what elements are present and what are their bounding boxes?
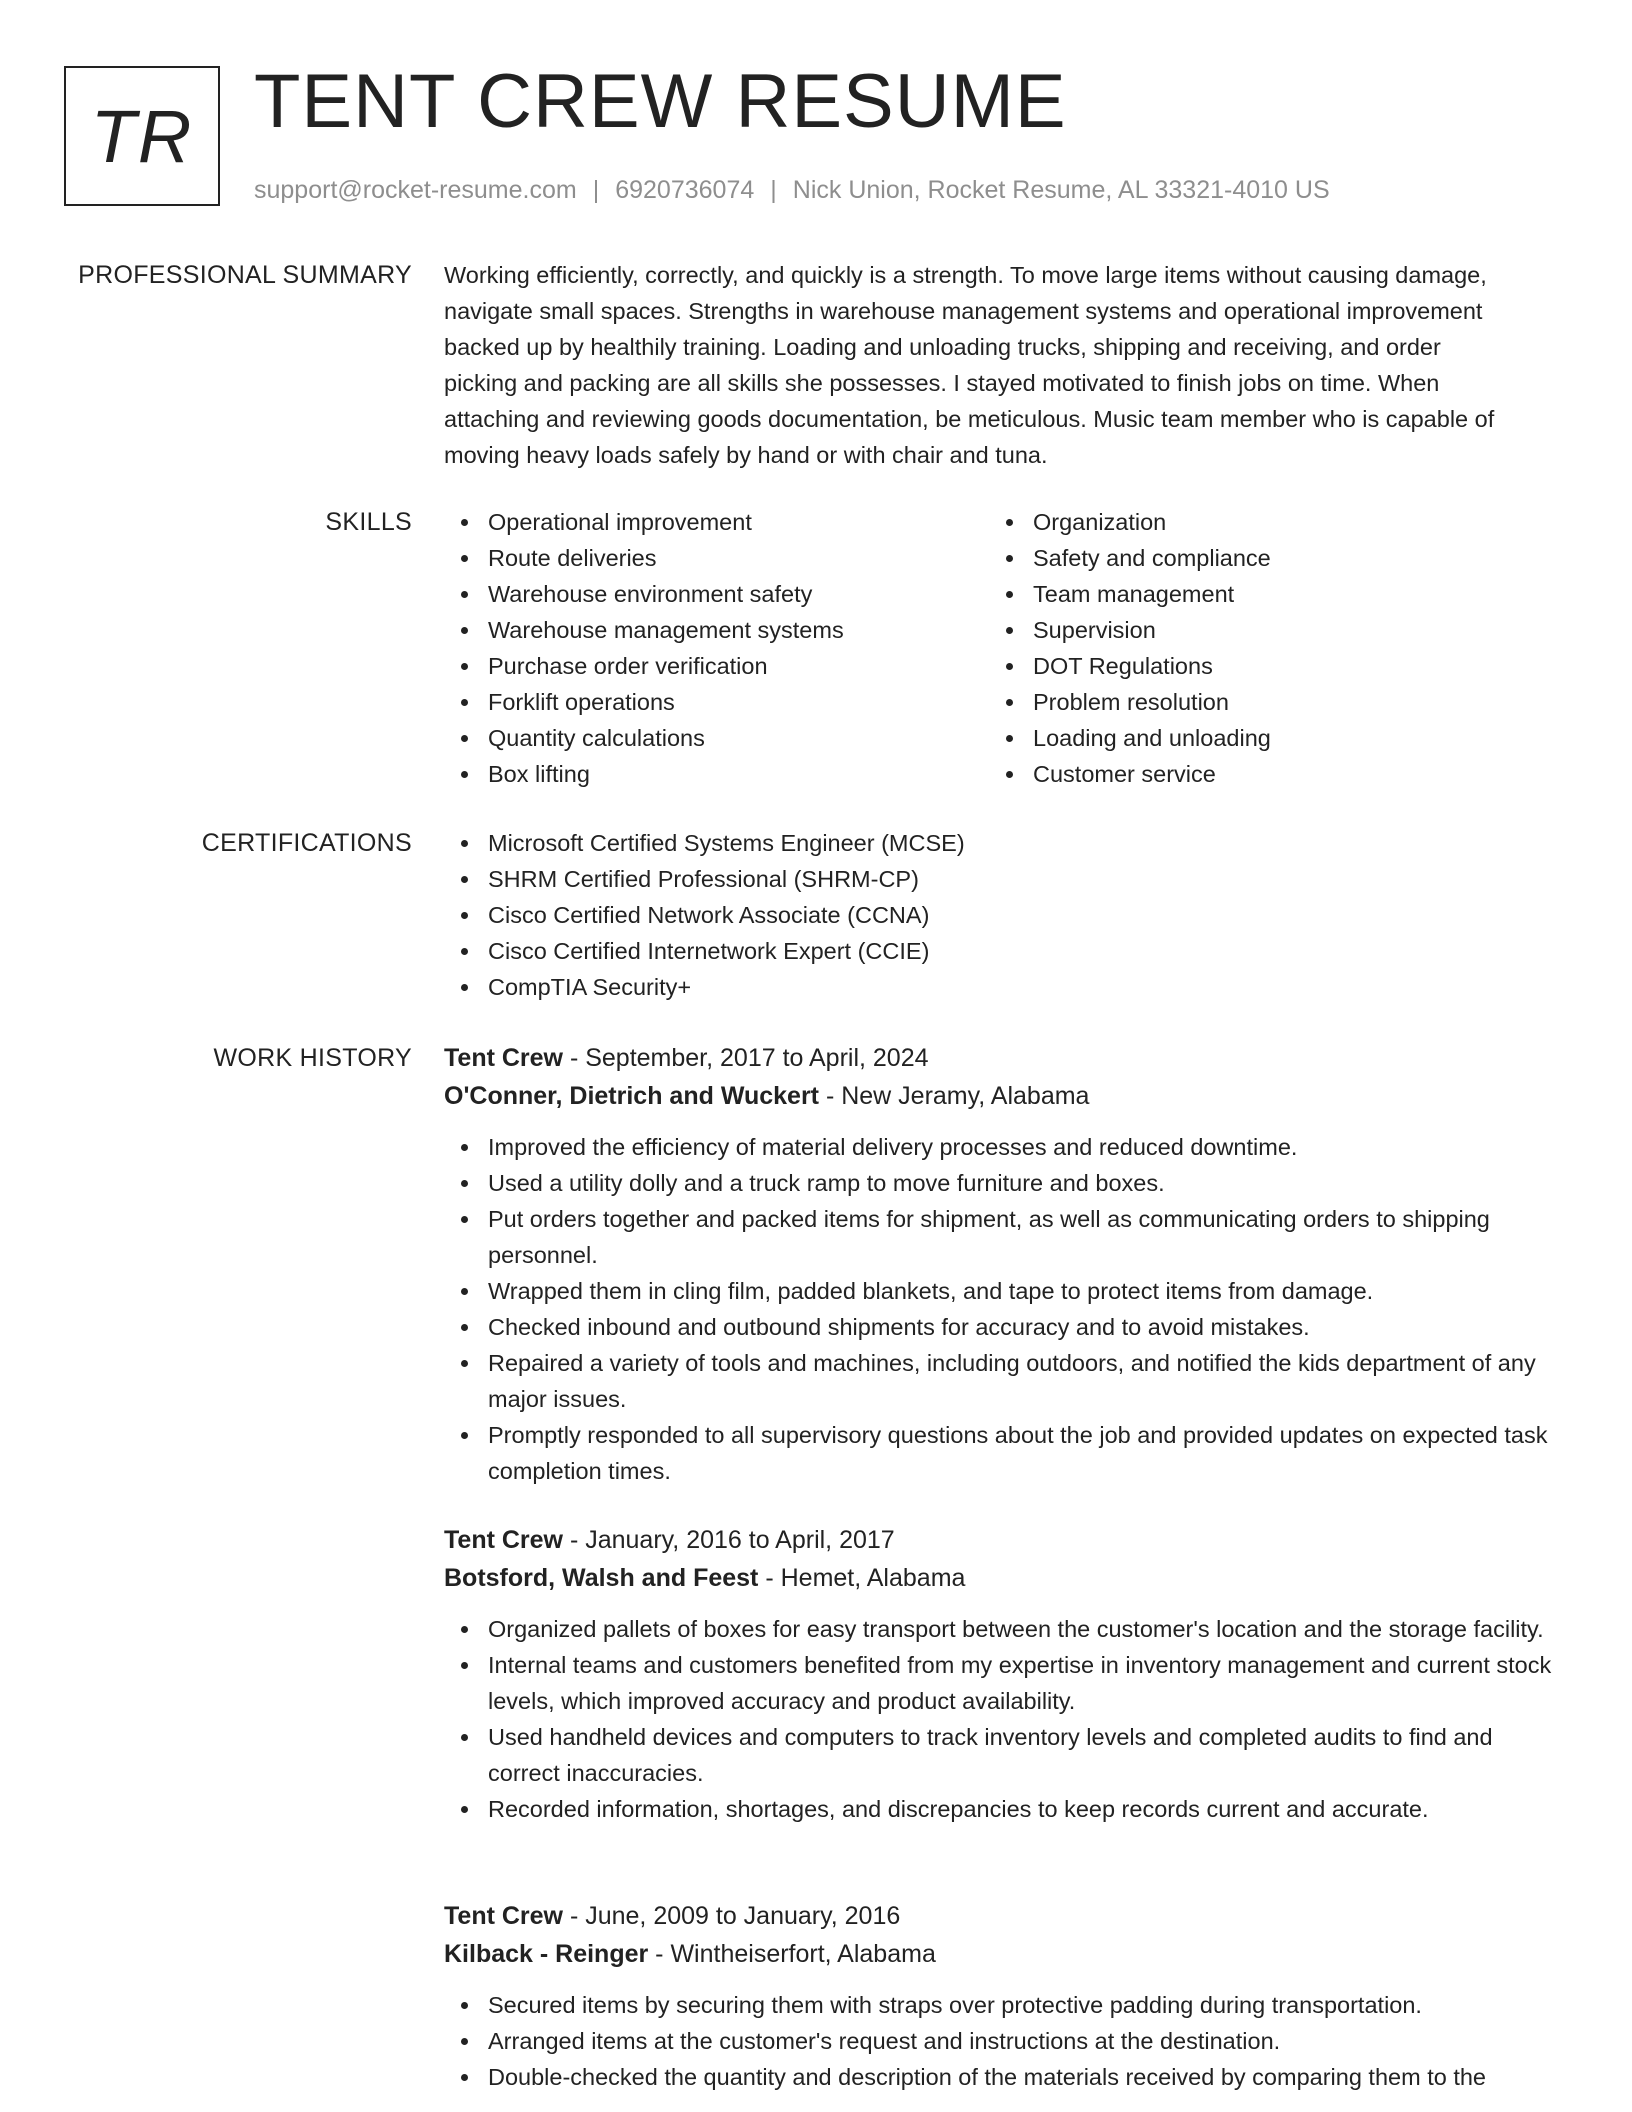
job-bullets <box>444 1611 1560 1827</box>
work-history-heading: WORK HISTORY <box>213 1044 412 1072</box>
skills-columns <box>444 504 1560 804</box>
job-title: Tent Crew <box>444 1902 563 1930</box>
summary-line: backed up by healthily training. Loading and unloading trucks, shipping and receiving, and order <box>444 334 1441 360</box>
certification-item: CompTIA Security+ <box>488 969 1560 1005</box>
skill-item: Operational improvement <box>488 504 984 540</box>
job-entry <box>444 1039 1560 1489</box>
summary-line: moving heavy loads safely by hand or with chair and tuna. <box>444 442 1048 468</box>
job-company: O'Conner, Dietrich and Wuckert <box>444 1082 819 1110</box>
job-location: - Wintheiserfort, Alabama <box>648 1940 936 1968</box>
skill-item: Warehouse environment safety <box>488 576 984 612</box>
summary-line: picking and packing are all skills she possesses. I stayed motivated to finish jobs on time. When <box>444 370 1440 396</box>
certifications-heading: CERTIFICATIONS <box>201 829 412 857</box>
job-bullet: Recorded information, shortages, and discrepancies to keep records current and accurate. <box>488 1791 1560 1827</box>
skill-item: Organization <box>1033 504 1529 540</box>
job-location: - New Jeramy, Alabama <box>819 1082 1090 1110</box>
skill-item: Purchase order verification <box>488 648 984 684</box>
job-dates: - June, 2009 to January, 2016 <box>563 1902 901 1930</box>
contact-phone: 6920736074 <box>615 176 755 204</box>
skills-left-column <box>444 504 984 792</box>
summary-text <box>444 257 1560 473</box>
monogram-logo: TR <box>64 66 220 206</box>
job-bullet: Improved the efficiency of material delivery processes and reduced downtime. <box>488 1129 1560 1165</box>
skill-item: Forklift operations <box>488 684 984 720</box>
summary-line: navigate small spaces. Strengths in warehouse management systems and operational improvement <box>444 298 1483 324</box>
job-title-line <box>444 1521 1560 1559</box>
skill-item: Supervision <box>1033 612 1529 648</box>
job-title-line <box>444 1897 1560 1935</box>
contact-separator: | <box>770 176 777 204</box>
skill-item: Loading and unloading <box>1033 720 1529 756</box>
job-title-line <box>444 1039 1560 1077</box>
skills-heading: SKILLS <box>325 508 412 536</box>
contact-email: support@rocket-resume.com <box>254 176 577 204</box>
skill-item: Safety and compliance <box>1033 540 1529 576</box>
skill-item: Route deliveries <box>488 540 984 576</box>
job-company-line <box>444 1935 1560 1973</box>
job-bullet: Arranged items at the customer's request and instructions at the destination. <box>488 2023 1560 2059</box>
skill-item: DOT Regulations <box>1033 648 1529 684</box>
job-bullet: Checked inbound and outbound shipments for accuracy and to avoid mistakes. <box>488 1309 1560 1345</box>
skill-item: Customer service <box>1033 756 1529 792</box>
skill-item: Box lifting <box>488 756 984 792</box>
page-title: TENT CREW RESUME <box>254 59 1067 144</box>
contact-line <box>254 173 1330 207</box>
job-bullet: Put orders together and packed items for shipment, as well as communicating orders to shipping personnel. <box>488 1201 1560 1273</box>
job-company: Kilback - Reinger <box>444 1940 649 1968</box>
contact-separator: | <box>592 176 600 204</box>
job-entry <box>444 1521 1560 1827</box>
summary-heading: PROFESSIONAL SUMMARY <box>78 261 412 289</box>
job-bullet: Double-checked the quantity and description of the materials received by comparing them to the <box>488 2059 1560 2095</box>
job-dates: - September, 2017 to April, 2024 <box>563 1044 929 1072</box>
job-bullet: Repaired a variety of tools and machines, including outdoors, and notified the kids department of any major issues. <box>488 1345 1560 1417</box>
job-bullet: Used a utility dolly and a truck ramp to move furniture and boxes. <box>488 1165 1560 1201</box>
job-dates: - January, 2016 to April, 2017 <box>563 1526 895 1554</box>
job-title: Tent Crew <box>444 1526 563 1554</box>
job-bullet: Internal teams and customers benefited from my expertise in inventory management and current stock levels, which improved accuracy and product availability. <box>488 1647 1560 1719</box>
skill-item: Warehouse management systems <box>488 612 984 648</box>
job-title: Tent Crew <box>444 1044 563 1072</box>
job-bullet: Organized pallets of boxes for easy transport between the customer's location and the storage facility. <box>488 1611 1560 1647</box>
certification-item: Cisco Certified Network Associate (CCNA) <box>488 897 1560 933</box>
contact-address: Nick Union, Rocket Resume, AL 33321-4010 US <box>792 176 1330 204</box>
certification-item: SHRM Certified Professional (SHRM-CP) <box>488 861 1560 897</box>
job-company-line <box>444 1559 1560 1597</box>
job-bullet: Wrapped them in cling film, padded blankets, and tape to protect items from damage. <box>488 1273 1560 1309</box>
job-bullets <box>444 1129 1560 1489</box>
skill-item: Problem resolution <box>1033 684 1529 720</box>
job-company-line <box>444 1077 1560 1115</box>
summary-line: Working efficiently, correctly, and quickly is a strength. To move large items without causing damage, <box>444 262 1487 288</box>
job-company: Botsford, Walsh and Feest <box>444 1564 759 1592</box>
certifications-list <box>444 825 1560 1005</box>
skill-item: Team management <box>1033 576 1529 612</box>
job-entry <box>444 1897 1560 2095</box>
job-bullet: Promptly responded to all supervisory questions about the job and provided updates on expected task completion times. <box>488 1417 1560 1489</box>
certification-item: Microsoft Certified Systems Engineer (MCSE) <box>488 825 1560 861</box>
skill-item: Quantity calculations <box>488 720 984 756</box>
skills-right-column <box>989 504 1529 792</box>
job-bullet: Used handheld devices and computers to track inventory levels and completed audits to find and correct inaccuracies. <box>488 1719 1560 1791</box>
summary-line: attaching and reviewing goods documentation, be meticulous. Music team member who is capable of <box>444 406 1495 432</box>
job-bullet: Secured items by securing them with straps over protective padding during transportation. <box>488 1987 1560 2023</box>
job-bullets <box>444 1987 1560 2095</box>
job-location: - Hemet, Alabama <box>758 1564 966 1592</box>
certification-item: Cisco Certified Internetwork Expert (CCIE) <box>488 933 1560 969</box>
